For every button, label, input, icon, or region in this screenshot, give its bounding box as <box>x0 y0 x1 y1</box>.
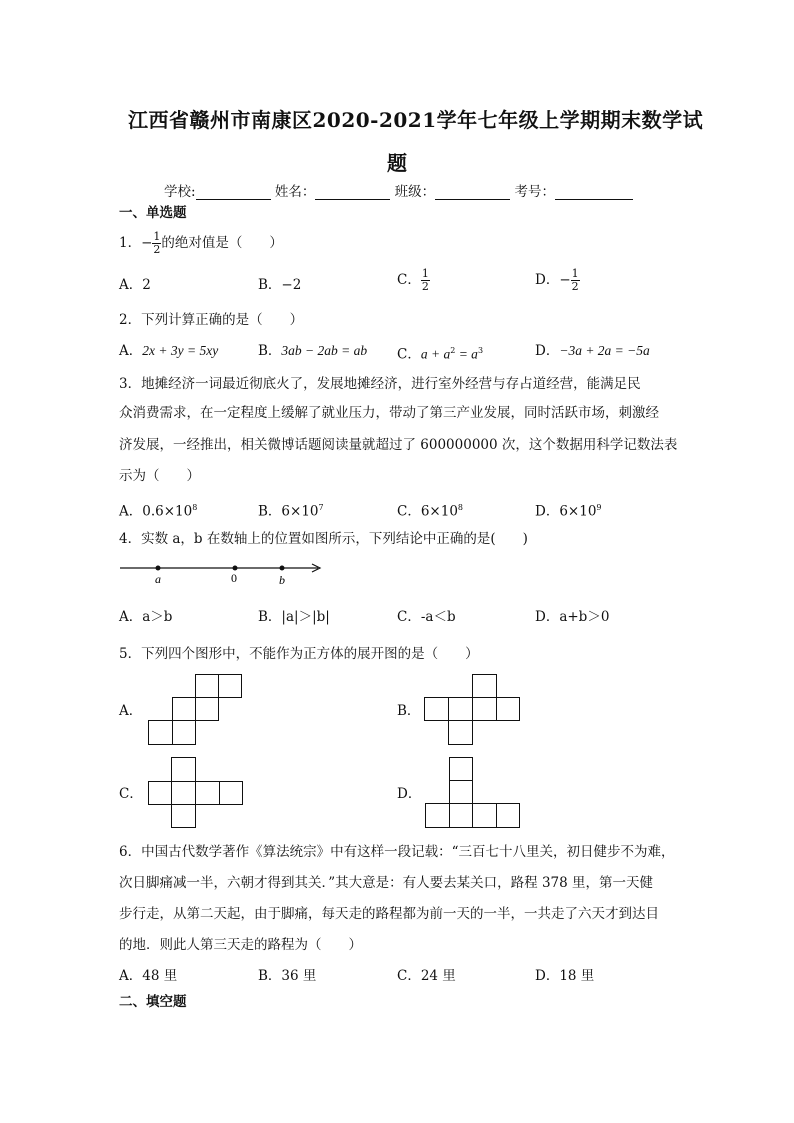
q4-option-a: A．a＞b <box>119 609 173 625</box>
q5-option-b-label: B． <box>397 703 421 719</box>
q5-net-c <box>147 756 245 831</box>
q2-option-d: D．−3a + 2a = −5a <box>535 343 650 359</box>
question-2: 2．下列计算正确的是（ ） <box>119 312 304 328</box>
q1-option-b: B．−2 <box>258 277 302 293</box>
point-a <box>156 566 161 571</box>
q1-fraction: $\frac{1}{2}$ <box>153 230 161 256</box>
q5-option-d-label: D． <box>397 786 422 802</box>
point-zero <box>233 566 238 571</box>
label-a: a <box>155 572 161 586</box>
q6-line-1: 6．中国古代数学著作《算法统宗》中有这样一段记载：“三百七十八里关，初日健步不为难， <box>119 844 675 860</box>
q3-line-4: 示为（ ） <box>119 468 200 484</box>
page-title-line1: 江西省赣州市南康区2020-2021学年七年级上学期期末数学试 <box>128 108 704 132</box>
q3-line-3: 济发展，一经推出，相关微博话题阅读量就超过了 600000000 次，这个数据用科学记数法表 <box>119 437 678 453</box>
q3-option-d: D．$6\times 10^9$ <box>535 503 602 520</box>
name-blank[interactable] <box>315 185 390 200</box>
q6-option-c: C．24 里 <box>397 968 456 984</box>
q1-option-a: A．2 <box>119 277 151 293</box>
q1-option-d: D．− $\frac{1}{2}$ <box>535 267 579 293</box>
q4-option-c: C．-a＜b <box>397 609 456 625</box>
q1-stem: 的绝对值是（ ） <box>161 235 283 251</box>
point-b <box>280 566 285 571</box>
q5-option-a-label: A． <box>119 703 143 719</box>
q2-option-a: A．2x + 3y = 5xy <box>119 343 219 359</box>
label-b: b <box>279 573 285 587</box>
q1-option-c: C． $\frac{1}{2}$ <box>397 267 429 293</box>
q3-line-1: 3．地摊经济一词最近彻底火了，发展地摊经济，进行室外经营与存占道经营，能满足民 <box>119 376 641 392</box>
q5-option-c-label: C． <box>119 786 143 802</box>
q6-line-2: 次日脚痛减一半，六朝才得到其关．”其大意是：有人要去某关口，路程 378 里，第一天健 <box>119 875 654 891</box>
q5-net-b <box>424 673 522 748</box>
q6-option-a: A．48 里 <box>119 968 178 984</box>
q3-option-a: A．$0.6\times 10^8$ <box>119 503 198 520</box>
q6-line-3: 步行走，从第二天起，由于脚痛，每天走的路程都为前一天的一半，一共走了六天才到达目 <box>119 906 659 922</box>
class-label: 班级： <box>394 184 436 200</box>
section-heading-2: 二、填空题 <box>119 994 187 1010</box>
q2-option-c: C．$a + a^2 = a^3$ <box>397 346 484 363</box>
page-title-line2: 题 <box>387 151 408 175</box>
q5-net-a <box>147 673 245 748</box>
label-zero: 0 <box>231 571 237 585</box>
q6-option-d: D．18 里 <box>535 968 595 984</box>
name-label: 姓名： <box>274 184 316 200</box>
q3-option-c: C．$6\times 10^8$ <box>397 503 464 520</box>
q4-option-d: D．a+b＞0 <box>535 609 610 625</box>
question-1 <box>119 231 283 256</box>
class-blank[interactable] <box>435 185 510 200</box>
q1-number: 1． <box>119 235 142 251</box>
section-heading-1: 一、单选题 <box>119 205 187 221</box>
q6-line-4: 的地．则此人第三天走的路程为（ ） <box>119 937 362 953</box>
school-label: 学校: <box>164 184 196 200</box>
number-blank[interactable] <box>555 185 633 200</box>
q6-option-b: B．36 里 <box>258 968 317 984</box>
question-4: 4．实数 a，b 在数轴上的位置如图所示，下列结论中正确的是( ) <box>119 531 528 547</box>
question-5: 5．下列四个图形中，不能作为正方体的展开图的是（ ） <box>119 646 479 662</box>
number-line-figure <box>118 558 333 590</box>
q5-net-d <box>424 756 522 831</box>
q2-option-b: B．3ab − 2ab = ab <box>258 343 368 359</box>
info-line <box>164 184 633 200</box>
number-label: 考号： <box>514 184 555 200</box>
q1-neg: − <box>141 235 153 251</box>
q4-option-b: B．|a|＞|b| <box>258 609 330 625</box>
school-blank[interactable] <box>196 185 271 200</box>
q3-option-b: B．$6\times 10^7$ <box>258 503 324 520</box>
q3-line-2: 众消费需求，在一定程度上缓解了就业压力，带动了第三产业发展，同时活跃市场，刺激经 <box>119 405 659 421</box>
